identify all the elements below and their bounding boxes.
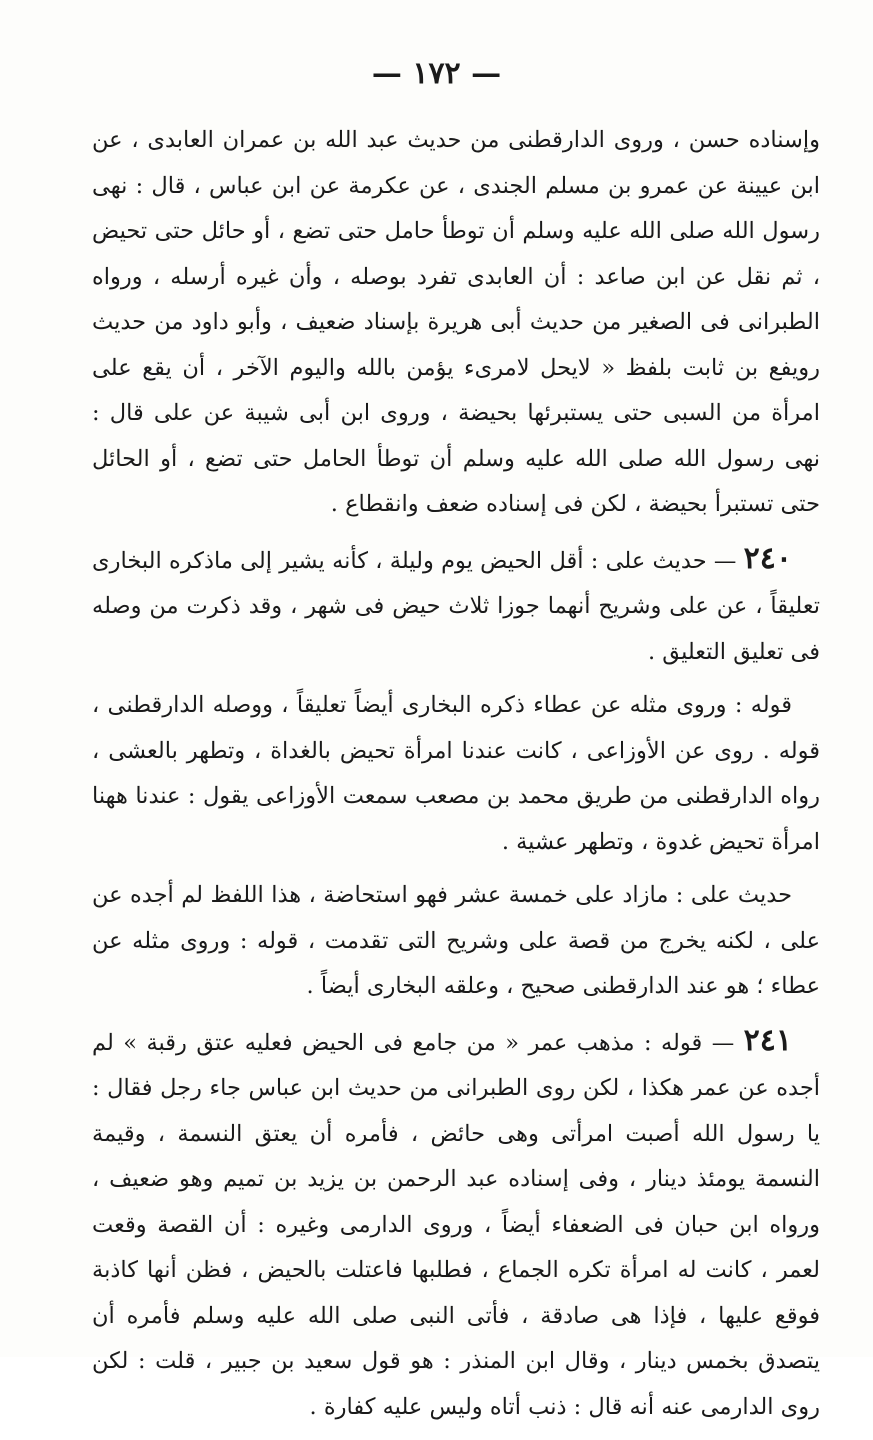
paragraph-hadith-ali: [92, 873, 820, 1010]
paragraph-text: قوله : وروى مثله عن عطاء ذكره البخارى أيضاً تعليقاً ، ووصله الدارقطنى ، قوله . روى عن الأوزاعى ، كانت عندنا امرأة تحيض بالغداة ، وتطهر بالعشى ، رواه الدارقطنى من طريق محمد بن مصعب سمعت الأوزاعى يقول : عندنا ههنا امرأة تحيض غدوة ، وتطهر عشية .: [92, 692, 820, 855]
paragraph-text: وإسناده حسن ، وروى الدارقطنى من حديث عبد الله بن عمران العابدى ، عن ابن عيينة عن عمرو بن مسلم الجندى ، عن عكرمة عن ابن عباس ، قال : نهى رسول الله صلى الله عليه وسلم أن توطأ حامل حتى تضع ، أو حائل حتى تحيض ، ثم نقل عن ابن صاعد : أن العابدى تفرد بوصله ، وأن غيره أرسله ، ورواه الطبرانى فى الصغير من حديث أبى هريرة بإسناد ضعيف ، وأبو داود من حديث رويفع بن ثابت بلفظ « لايحل لامرىء يؤمن بالله واليوم الآخر ، أن يقع على امرأة من السبى حتى يستبرئها بحيضة ، وروى ابن أبى شيبة عن على قال : نهى رسول الله صلى الله عليه وسلم أن توطأ الحامل حتى تضع ، أو الحائل حتى تستبرأ بحيضة ، لكن فى إسناده ضعف وانقطاع .: [92, 127, 820, 517]
paragraph-text: حديث على : مازاد على خمسة عشر فهو استحاضة ، هذا اللفظ لم أجده عن على ، لكنه يخرج من قصة على وشريح التى تقدمت ، قوله : وروى مثله عن عطاء ؛ هو عند الدارقطنى صحيح ، وعلقه البخارى أيضاً .: [92, 882, 820, 999]
paragraph-240: [92, 536, 820, 676]
paragraph-241: [92, 1018, 820, 1431]
paragraph-text: — حديث على : أقل الحيض يوم وليلة ، كأنه يشير إلى ماذكره البخارى تعليقاً ، عن على وشريح أنهما جوزا ثلاث حيض فى شهر ، وقد ذكرت من وصله فى تعليق التعليق .: [92, 547, 820, 665]
paragraph-isnad: [92, 118, 820, 528]
page-text: [92, 118, 820, 1440]
page-number: — ١٧٢ —: [371, 56, 502, 91]
paragraph-text: — قوله : مذهب عمر « من جامع فى الحيض فعليه عتق رقبة » لم أجده عن عمر هكذا ، لكن روى الطبرانى من حديث ابن عباس جاء رجل فقال : يا رسول الله أصبت امرأتى وهى حائض ، فأمره أن يعتق النسمة ، وقيمة النسمة يومئذ دينار ، وفى إسناده عبد الرحمن بن يزيد بن تميم وهو ضعيف ، ورواه ابن حبان فى الضعفاء أيضاً ، وروى الدارمى وغيره : أن القصة وقعت لعمر ، كانت له امرأة تكره الجماع ، فطلبها فاعتلت بالحيض ، فظن أنها كاذبة فوقع عليها ، فإذا هى صادقة ، فأتى النبى صلى الله عليه وسلم فأمره أن يتصدق بخمس دينار ، وقال ابن المنذر : هو قول سعيد بن جبير ، قلت : لكن روى الدارمى عنه أنه قال : ذنب أتاه وليس عليه كفارة .: [92, 1029, 820, 1420]
entry-number: ٢٤٠: [743, 540, 792, 576]
paragraph-qawluhu: [92, 683, 820, 865]
entry-number: ٢٤١: [743, 1022, 792, 1058]
